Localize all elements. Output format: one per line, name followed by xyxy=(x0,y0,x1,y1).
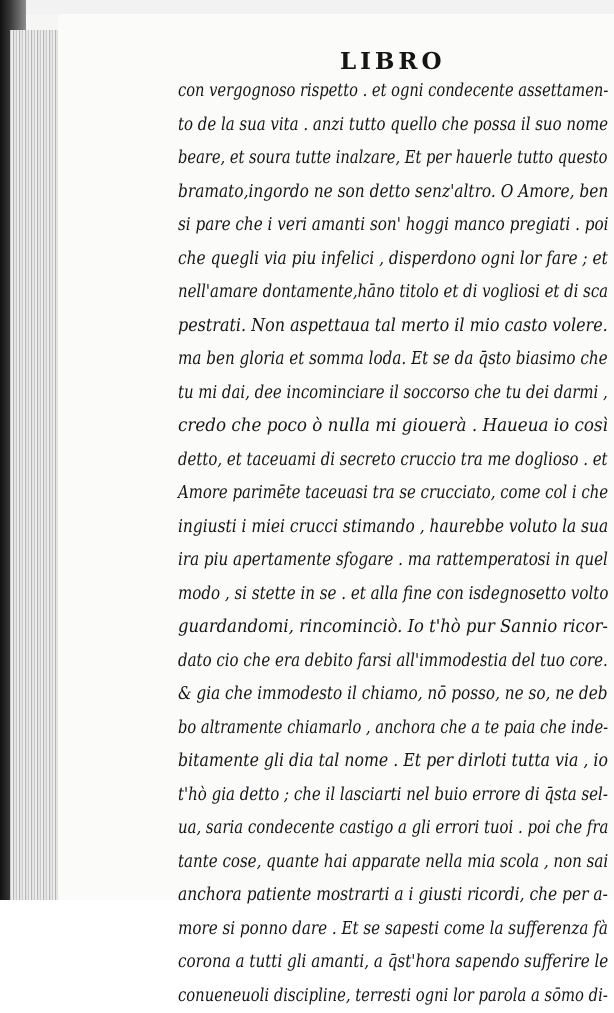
text-line: che quegli via piu infelici , disperdono ogni lor fare ; et xyxy=(178,243,561,277)
text-line: beare, et soura tutte inalzare, Et per hauerle tutto questo xyxy=(178,142,543,176)
text-line: & gia che immodesto il chiamo, nō posso, ne so, ne deb xyxy=(178,678,558,712)
text-line: nell'amare dontamente,hāno titolo et di vogliosi et di sca xyxy=(178,276,549,310)
text-line: bramato,ingordo ne son detto senz'altro. O Amore, ben xyxy=(178,176,561,210)
text-line: ira piu apertamente sfogare . ma rattemperatosi in quel xyxy=(178,544,555,578)
text-line: bitamente gli dia tal nome . Et per dirloti tutta via , io xyxy=(178,745,570,779)
text-line: anchora patiente mostrarti a i giusti ricordi, che per a- xyxy=(178,879,563,913)
text-line: modo , si stette in se . et alla fine con isdegnosetto volto xyxy=(178,578,554,612)
text-line: bo altramente chiamarlo , anchora che a te paia che inde- xyxy=(178,712,543,746)
text-line: si pare che i veri amanti son' hoggi manco pregiati . poi xyxy=(178,209,557,243)
top-margin-strip xyxy=(0,0,614,14)
text-line: Amore parimēte taceuasi tra se crucciato, come col i che xyxy=(178,477,549,511)
text-line: corona a tutti gli amanti, a q̄st'hora sapendo sufferire le xyxy=(178,946,555,980)
text-line: ingiusti i miei crucci stimando , haurebbe voluto la sua xyxy=(178,511,562,545)
text-line: guardandomi, rincominciò. Io t'hò pur Sannio ricor- xyxy=(178,611,587,645)
text-line: conueneuoli discipline, terresti ogni lor parola a sōmo di- xyxy=(178,980,546,1013)
text-line: tu mi dai, dee incominciare il soccorso che tu dei darmi , xyxy=(178,377,549,411)
text-line: credo che poco ò nulla mi giouerà . Haueua io così xyxy=(178,410,595,444)
text-line: detto, et taceuami di secreto cruccio tra me doglioso . et xyxy=(178,444,550,478)
running-head: LIBRO xyxy=(340,48,446,75)
page-edges xyxy=(10,30,58,900)
text-line: to de la sua vita . anzi tutto quello che possa il suo nome xyxy=(178,109,551,143)
text-line: ua, saria condecente castigo a gli errori tuoi . poi che fra xyxy=(178,812,549,846)
text-line: t'hò gia detto ; che il lasciarti nel buio errore di q̄sta sel- xyxy=(178,779,552,813)
text-line: dato cio che era debito farsi all'immodestia del tuo core. xyxy=(178,645,552,679)
text-line: tante cose, quante hai apparate nella mia scola , non sai xyxy=(178,846,553,880)
text-line: con vergognoso rispetto . et ogni condecente assettamen- xyxy=(178,75,543,109)
text-line: more si ponno dare . Et se sapesti come la sufferenza fà xyxy=(178,913,555,947)
text-line: pestrati. Non aspettaua tal merto il mio casto volere. xyxy=(178,310,576,344)
body-text xyxy=(178,75,614,1013)
text-line: ma ben gloria et somma loda. Et se da q̄sto biasimo che xyxy=(178,343,556,377)
